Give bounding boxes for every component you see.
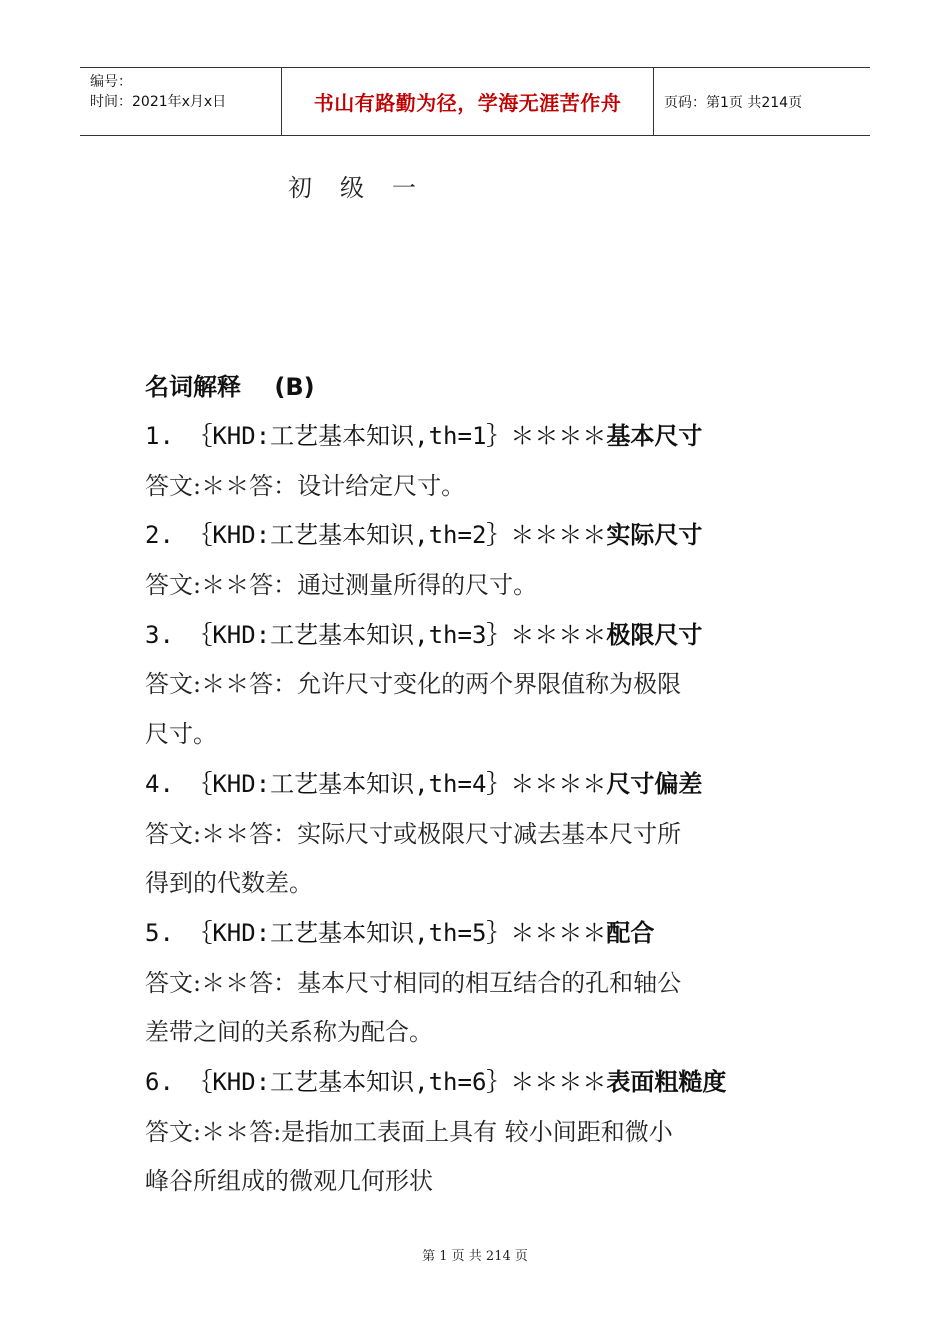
question-prefix: 4. ｛KHD:工艺基本知识,th=4｝＊＊＊＊ [145, 769, 607, 798]
question-prefix: 2. ｛KHD:工艺基本知识,th=2｝＊＊＊＊ [145, 521, 607, 550]
time-label: 时间：2021年x月x日 [90, 94, 227, 110]
answer-line: 答文:＊＊答：通过测量所得的尺寸。 [145, 571, 538, 600]
document-title: 初级一 [288, 174, 444, 202]
question-prefix: 3. ｛KHD:工艺基本知识,th=3｝＊＊＊＊ [145, 620, 607, 649]
answer-line: 答文:＊＊答：实际尺寸或极限尺寸减去基本尺寸所 [145, 819, 682, 848]
answer-line: 答文:＊＊答：设计给定尺寸。 [145, 471, 466, 500]
answer-line: 得到的代数差。 [145, 869, 313, 898]
question-line [145, 909, 815, 959]
question-line [145, 412, 815, 462]
header-motto: 书山有路勤为径，学海无涯苦作舟 [282, 68, 654, 135]
question-term: 基本尺寸 [606, 422, 703, 450]
question-prefix: 6. ｛KHD:工艺基本知识,th=6｝＊＊＊＊ [145, 1067, 607, 1096]
question-list [145, 412, 815, 1207]
question-prefix: 5. ｛KHD:工艺基本知识,th=5｝＊＊＊＊ [145, 918, 607, 947]
header-table [80, 67, 870, 136]
document-body [145, 362, 815, 1207]
question-line [145, 511, 815, 561]
answer-line: 尺寸。 [145, 720, 217, 749]
question-line [145, 1058, 815, 1108]
header-meta [80, 68, 282, 135]
answer-line: 答文:＊＊答:是指加工表面上具有 较小间距和微小 [145, 1117, 673, 1146]
page-footer: 第 1 页 共 214 页 [422, 1249, 528, 1264]
question-term: 表面粗糙度 [606, 1067, 727, 1096]
answer-line: 答文:＊＊答：允许尺寸变化的两个界限值称为极限 [145, 670, 682, 699]
header-page-info: 页码：第1页 共214页 [664, 94, 803, 111]
section-heading: 名词解释 (B) [145, 373, 315, 401]
question-term: 尺寸偏差 [606, 769, 703, 798]
answer-line: 差带之间的关系称为配合。 [145, 1018, 433, 1047]
number-label: 编号： [90, 74, 132, 90]
answer-line: 峰谷所组成的微观几何形状 [145, 1167, 433, 1196]
question-term: 实际尺寸 [606, 521, 703, 550]
question-prefix: 1. ｛KHD:工艺基本知识,th=1｝＊＊＊＊ [145, 422, 607, 450]
question-term: 极限尺寸 [606, 620, 703, 649]
question-line [145, 611, 815, 661]
answer-line: 答文:＊＊答：基本尺寸相同的相互结合的孔和轴公 [145, 968, 682, 997]
question-term: 配合 [606, 918, 655, 947]
question-line [145, 760, 815, 810]
